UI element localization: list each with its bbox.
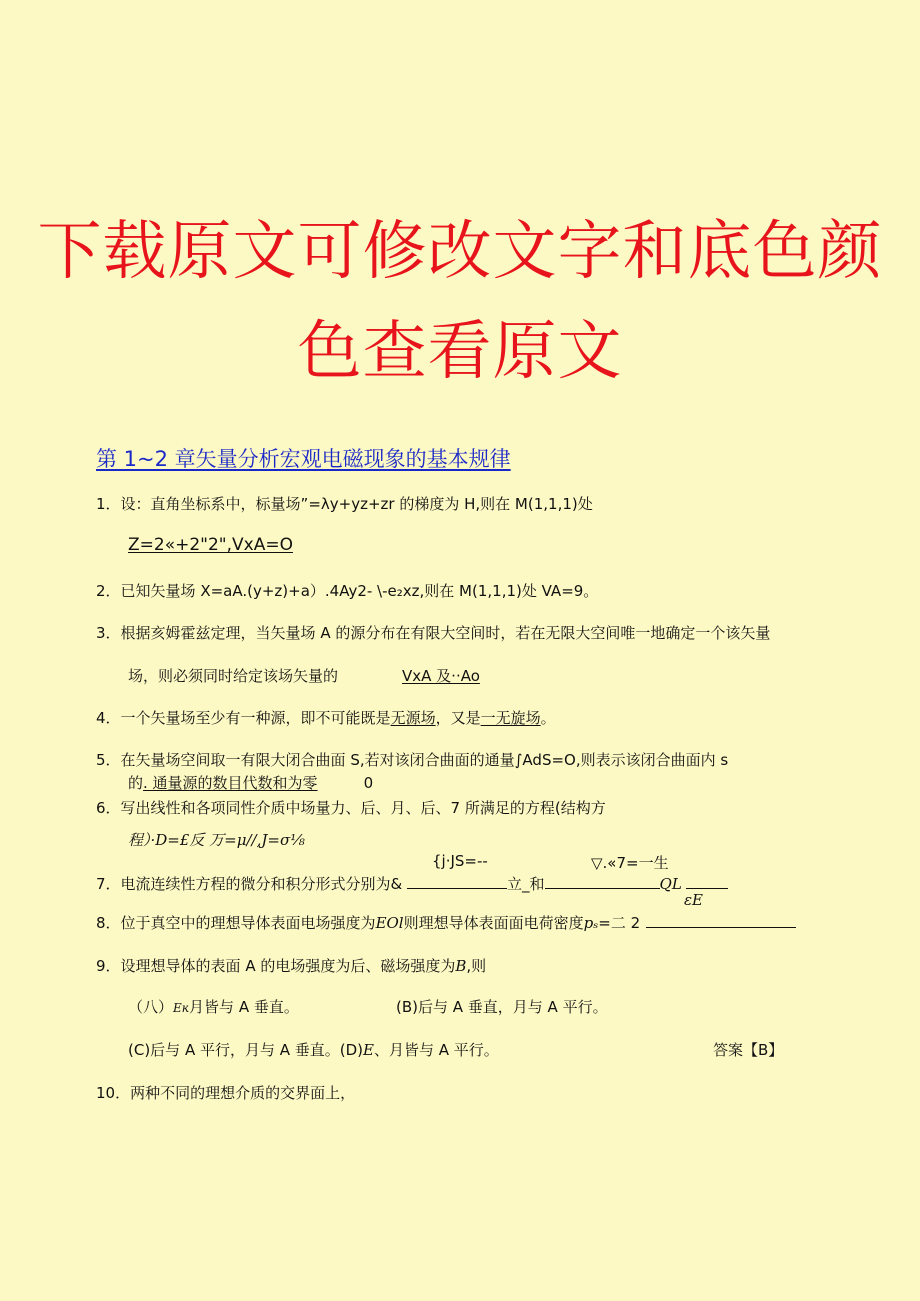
answer-blank-1 <box>407 874 507 889</box>
question-number: 8 <box>96 914 106 932</box>
question-6-continuation: 程）·D=£反 万=μ//,J=σ⅛ <box>128 831 305 849</box>
answer-blank-2 <box>545 874 660 889</box>
question-6 <box>96 797 606 818</box>
answer-text: VxA 及··Ao <box>402 667 480 685</box>
question-number: 1 <box>96 495 106 513</box>
symbol-ek: Eĸ <box>173 1001 190 1015</box>
question-number: 4 <box>96 709 106 727</box>
question-number: 10 <box>96 1084 116 1102</box>
question-text: 场，则必须同时给定该场矢量的 <box>128 667 339 685</box>
symbol-b: B <box>455 957 467 975</box>
question-7 <box>96 873 728 894</box>
question-7-integral-form: {j·JS=-- <box>432 852 488 870</box>
question-text: ．两种不同的理想介质的交界面上， <box>115 1084 356 1102</box>
answer-text: QL <box>659 875 682 893</box>
answer-text: 立_和 <box>507 875 545 893</box>
question-number: 2 <box>96 582 106 600</box>
question-number: 7 <box>96 875 106 893</box>
question-1 <box>96 493 593 514</box>
question-text: ．已知矢量场 X=aA.(y+z)+a）.4Ay2- \-e₂xz,则在 M(1,1,1)处 VA=9。 <box>105 582 599 600</box>
answer-label: 答案【B】 <box>713 1041 784 1059</box>
question-text: ,则 <box>466 957 487 975</box>
question-text: 的 <box>128 774 144 792</box>
answer-text: . 通量源的数目代数和为零 <box>143 774 318 792</box>
question-text: ．根据亥姆霍兹定理，当矢量场 A 的源分布在有限大空间时，若在无限大空间唯一地确定一个该矢量 <box>105 624 771 642</box>
question-1-answer: Z=2«+2"2",VxA=O <box>128 535 293 555</box>
question-3 <box>96 622 770 643</box>
answer-1: 无源场 <box>390 709 436 727</box>
question-text: 。 <box>540 709 556 727</box>
answer-2: 一无旋场 <box>480 709 541 727</box>
answer-zero: 0 <box>363 774 374 792</box>
question-8 <box>96 912 796 933</box>
option-c-d <box>128 1039 499 1060</box>
option-a <box>128 996 299 1017</box>
symbol-e: E <box>363 1041 374 1059</box>
option-text: 月皆与 A 垂直。 <box>189 998 299 1016</box>
question-7-subscript: εE <box>684 891 703 909</box>
answer-blank-3 <box>686 874 728 889</box>
option-text: (C)后与 A 平行，月与 A 垂直。(D) <box>128 1041 364 1059</box>
banner-line-1: 下载原文可修改文字和底色颜 <box>37 215 883 289</box>
question-9 <box>96 955 486 976</box>
option-label: （八） <box>128 998 174 1016</box>
question-text: ．电流连续性方程的微分和积分形式分别为& <box>105 875 403 893</box>
question-3-continuation <box>128 665 480 686</box>
question-10 <box>96 1082 355 1103</box>
option-b: (B)后与 A 垂直，月与 A 平行。 <box>396 998 608 1016</box>
question-text: ．位于真空中的理想导体表面电场强度为 <box>105 914 376 932</box>
question-number: 6 <box>96 799 106 817</box>
question-5-continuation <box>128 772 373 793</box>
banner-line-2: 色查看原文 <box>297 315 623 389</box>
question-number: 9 <box>96 957 106 975</box>
question-text: ．一个矢量场至少有一种源，即不可能既是 <box>105 709 391 727</box>
option-text: 、月皆与 A 平行。 <box>373 1041 499 1059</box>
answer-text: =二 2 <box>598 914 641 932</box>
question-number: 5 <box>96 751 106 769</box>
question-text: ．设：直角坐标系中，标量场”=λy+yz+zr 的梯度为 H,则在 M(1,1,1)处 <box>105 495 593 513</box>
answer-blank <box>646 913 796 928</box>
question-text: ．设理想导体的表面 A 的电场强度为后、磁场强度为 <box>105 957 456 975</box>
question-text: ．写出线性和各项同性介质中场量力、后、月、后、7 所满足的方程(结构方 <box>105 799 606 817</box>
question-text: ，又是 <box>435 709 481 727</box>
question-text: 则理想导体表面面电荷密度 <box>403 914 584 932</box>
question-number: 3 <box>96 624 106 642</box>
question-text: ．在矢量场空间取一有限大闭合曲面 S,若对该闭合曲面的通量∫AdS=O,则表示该闭合曲面内 s <box>105 751 729 769</box>
chapter-heading: 第 1~2 章矢量分析宏观电磁现象的基本规律 <box>96 447 511 471</box>
question-4 <box>96 707 556 728</box>
symbol-eo: EOl <box>375 914 404 932</box>
question-5 <box>96 749 728 770</box>
question-2 <box>96 580 598 601</box>
symbol-ps: pₛ <box>583 914 599 932</box>
question-7-differential-form: ▽.«7=一生 <box>591 854 669 872</box>
